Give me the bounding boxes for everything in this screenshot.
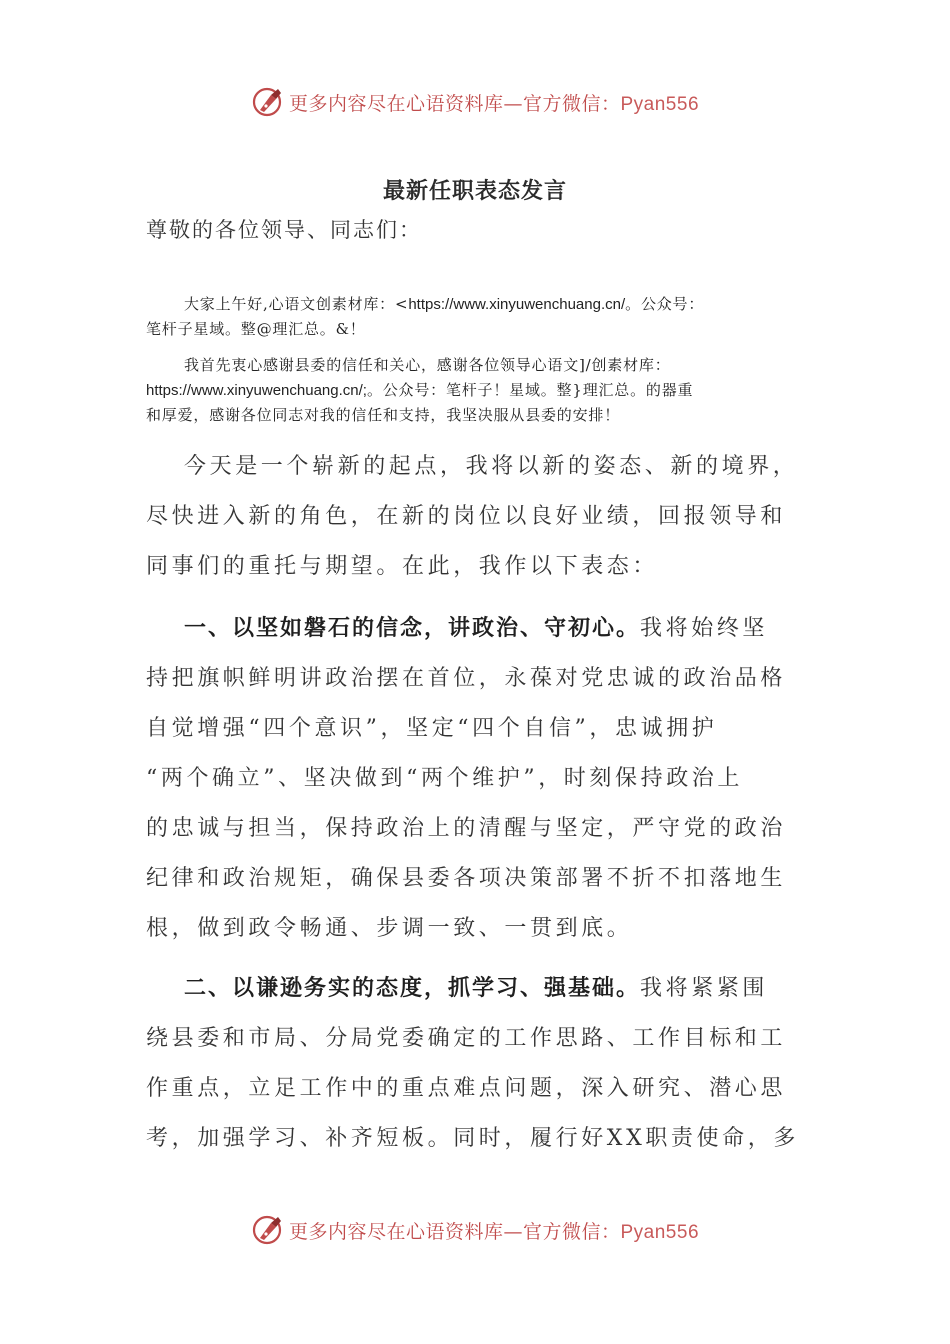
paragraph-section-two: 二、以谦逊务实的态度，抓学习、强基础。我将紧紧围 绕县委和市局、分局党委确定的工作思路、工作目标和工 作重点，立足工作中的重点难点问题，深入研究、潜心思 考，加强学习、补齐短板。同时，履行好XX职责使命，多 [146, 975, 799, 1151]
paragraph-intro: 今天是一个崭新的起点，我将以新的姿态、新的境界， 尽快进入新的角色，在新的岗位以良好业绩，回报领导和 同事们的重托与期望。在此，我作以下表态： [146, 454, 799, 579]
paragraph-section-one: 一、以坚如磐石的信念，讲政治、守初心。我将始终坚 持把旗帜鲜明讲政治摆在首位，永葆对党忠诚的政治品格 自觉增强“四个意识”，坚定“四个自信”，忠诚拥护 “两个确立”、坚决做到“两个维护”，时刻保持政治上 的忠诚与担当，保持政治上的清醒与坚定，严守党的政治 纪律和政治规矩，确保县委各项决策部署不折不扣落地生 根，做到政令畅通、步调一致、一贯到底。 [146, 615, 787, 941]
paragraph-thanks: 我首先衷心感谢县委的信任和关心，感谢各位领导心语文]/创素材库： https://www.xinyuwenchuang.cn/;。公众号：笔杆子！星域。整}理汇总。的器重 和厚爱，感谢各位同志对我的信任和支持，我坚决服从县委的安排！ [146, 356, 694, 424]
wechat-id: Pyan556 [620, 1221, 700, 1243]
pen-nib-logo-icon [251, 85, 285, 119]
salutation: 尊敬的各位领导、同志们： [146, 218, 422, 242]
paragraph-greeting: 大家上午好,心语文创素材库：<https://www.xinyuwenchuang.cn/。公众号： 笔杆子星域。整@理汇总。&！ [146, 295, 705, 338]
document-title: 最新任职表态发言 [382, 178, 567, 204]
footer-banner [0, 1208, 950, 1252]
source-url: https://www.xinyuwenchuang.cn/ [408, 296, 626, 313]
pen-nib-logo-icon [251, 1213, 285, 1247]
wechat-id: Pyan556 [620, 93, 700, 115]
banner-text: 更多内容尽在心语资料库—官方微信：Pyan556 [288, 1220, 700, 1243]
section-one-heading: 一、以坚如磐石的信念，讲政治、守初心。 [184, 615, 641, 641]
banner-text: 更多内容尽在心语资料库—官方微信：Pyan556 [288, 92, 700, 115]
header-banner [0, 80, 950, 124]
source-url: https://www.xinyuwenchuang.cn/; [146, 382, 367, 399]
section-two-heading: 二、以谦逊务实的态度，抓学习、强基础。 [184, 975, 641, 1001]
